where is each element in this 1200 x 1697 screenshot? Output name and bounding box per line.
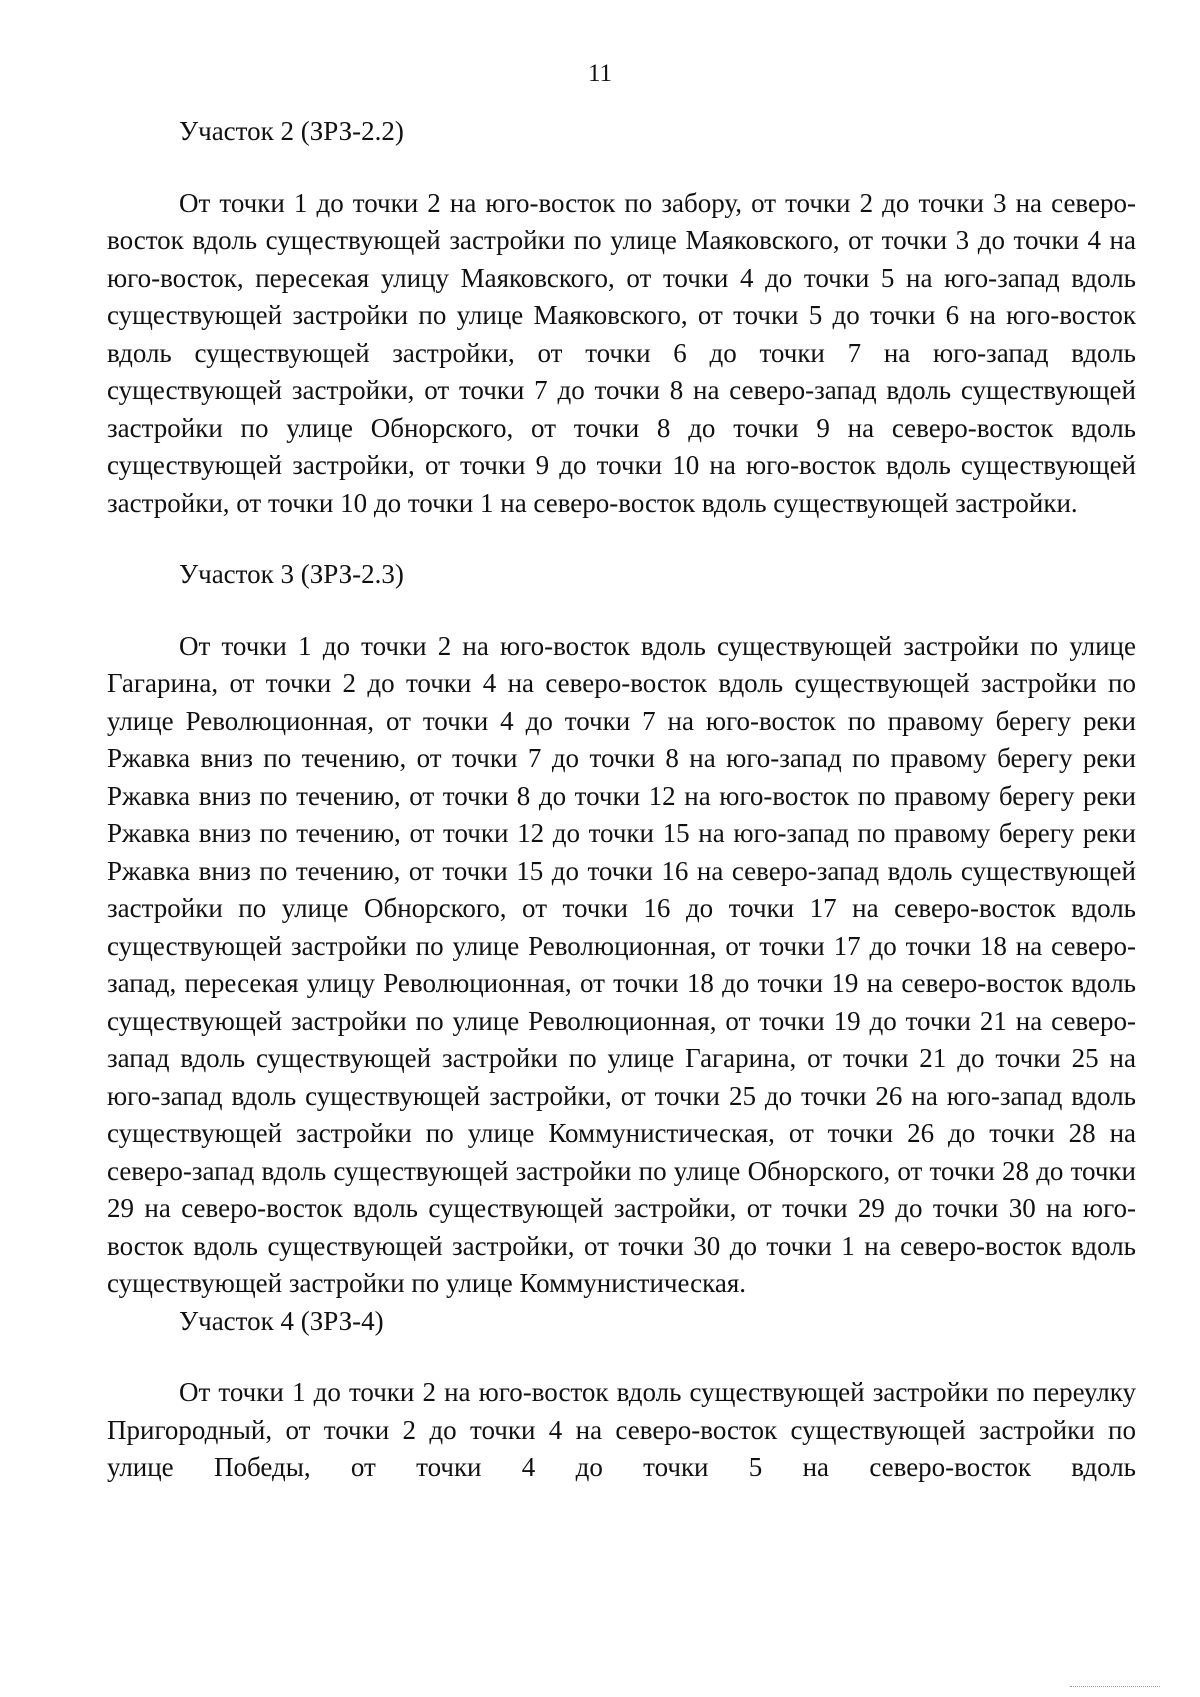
spacer	[107, 1340, 1136, 1374]
section-heading-plot-4: Участок 4 (ЗРЗ-4)	[179, 1305, 384, 1336]
scan-artifact	[1070, 1678, 1160, 1687]
section-heading-plot-2: Участок 2 (ЗРЗ-2.2)	[179, 116, 404, 146]
section-text-plot-4: От точки 1 до точки 2 на юго-восток вдоль существующей застройки по переулку Пригородный, от точки 2 до точки 4 на северо-восток существующей застройки по улице Победы, от точки 4 до точки 5 на северо-восток вдоль	[107, 1377, 1136, 1482]
section-heading-plot-3: Участок 3 (ЗРЗ-2.3)	[179, 559, 404, 589]
spacer	[107, 151, 1136, 185]
section-text-plot-3: От точки 1 до точки 2 на юго-восток вдоль существующей застройки по улице Гагарина, от точки 2 до точки 4 на северо-восток вдоль существующей застройки по улице Революционная, от точки 4 до точки 7 на юго-восток по правому берегу реки Ржавка вниз по течению, от точки 7 до точки 8 на юго-запад по правому берегу реки Ржавка вниз по течению, от точки 8 до точки 12 на юго-восток по правому берегу реки Ржавка вниз по течению, от точки 12 до точки 15 на юго-запад по правому берегу реки Ржавка вниз по течению, от точки 15 до точки 16 на северо-запад вдоль существующей застройки по улице Обнорского, от точки 16 до точки 17 на северо-восток вдоль существующей застройки по улице Революционная, от точки 17 до точки 18 на северо-запад, пересекая улицу Революционная, от точки 18 до точки 19 на северо-восток вдоль существующей застройки по улице Революционная, от точки 19 до точки 21 на северо-запад вдоль существующей застройки по улице Гагарина, от точки 21 до точки 25 на юго-запад вдоль существующей застройки, от точки 25 до точки 26 на юго-запад вдоль существующей застройки по улице Коммунистическая, от точки 26 до точки 28 на северо-запад вдоль существующей застройки по улице Обнорского, от точки 28 до точки 29 на северо-восток вдоль существующей застройки, от точки 29 до точки 30 на юго-восток вдоль существующей застройки, от точки 30 до точки 1 на северо-восток вдоль существующей застройки по улице Коммунистическая.	[107, 630, 1136, 1298]
spacer	[107, 594, 1136, 628]
section-text-plot-2: От точки 1 до точки 2 на юго-восток по забору, от точки 2 до точки 3 на северо-восток вдоль существующей застройки по улице Маяковского, от точки 3 до точки 4 на юго-восток, пересекая улицу Маяковского, от точки 4 до точки 5 на юго-запад вдоль существующей застройки по улице Маяковского, от точки 5 до точки 6 на юго-восток вдоль существующей застройки, от точки 6 до точки 7 на юго-запад вдоль существующей застройки, от точки 7 до точки 8 на северо-запад вдоль существующей застройки по улице Обнорского, от точки 8 до точки 9 на северо-восток вдоль существующей застройки, от точки 9 до точки 10 на юго-восток вдоль существующей застройки, от точки 10 до точки 1 на северо-восток вдоль существующей застройки.	[107, 187, 1136, 518]
document-body	[107, 113, 1136, 1487]
spacer	[107, 522, 1136, 556]
page-number: 11	[587, 60, 613, 87]
